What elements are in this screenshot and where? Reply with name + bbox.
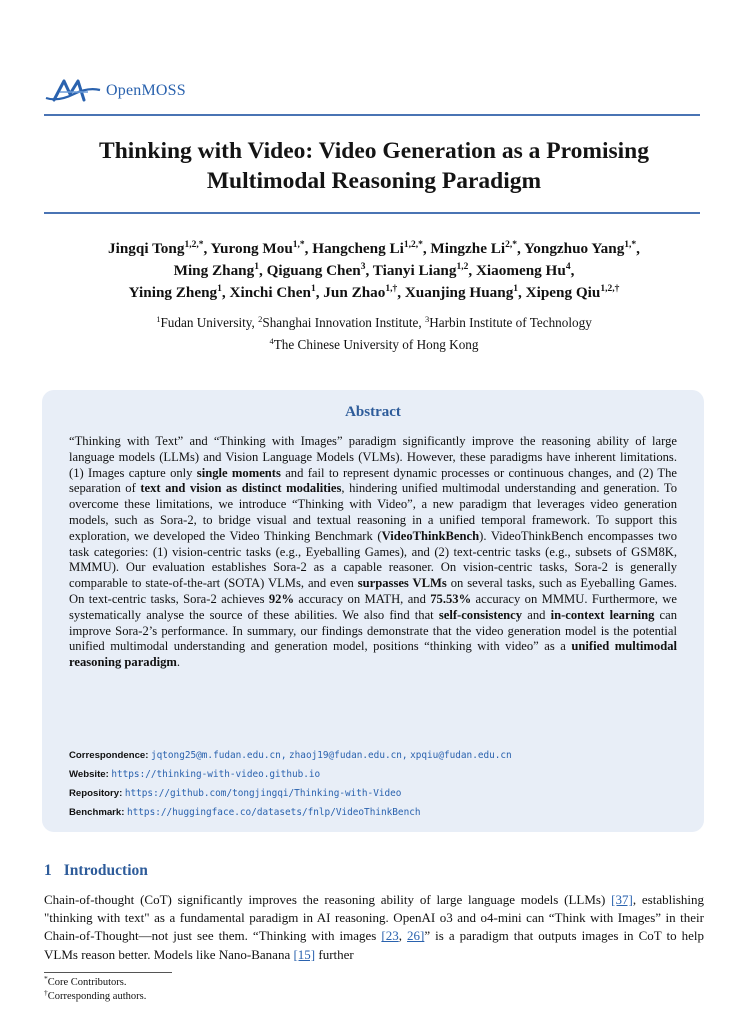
author-sup: 4 <box>565 262 571 272</box>
author: Xipeng Qiu <box>525 284 601 301</box>
author: Yining Zheng <box>128 284 218 301</box>
repository-link[interactable]: https://github.com/tongjingqi/Thinking-with-Video <box>124 788 402 799</box>
author: Xiaomeng Hu <box>475 262 566 279</box>
citation-link[interactable]: [37] <box>611 892 633 907</box>
author: Xuanjing Huang <box>404 284 514 301</box>
author-sup: 1,* <box>292 240 305 250</box>
author-sup: 1,2,* <box>403 240 423 250</box>
author-sup: 1,2 <box>456 262 469 272</box>
affiliation: The Chinese University of Hong Kong <box>273 337 479 352</box>
citation-link[interactable]: 26] <box>407 928 425 944</box>
author: Yongzhuo Yang <box>524 240 625 257</box>
abstract-emphasis: 75.53% <box>430 591 472 606</box>
footnote-text: Core Contributors. <box>47 977 127 988</box>
author-line: Ming Zhang$^1$, Qiguang Chen$^3$, Tianyi Liang$^{1,2}$, Xiaomeng Hu$^4$, <box>173 262 575 279</box>
affil-sup: 4 <box>269 336 274 346</box>
author: Tianyi Liang <box>372 262 457 279</box>
affiliation-line: $^1$Fudan University, $^2$Shanghai Innovation Institute, $^3$Harbin Institute of Technology <box>156 314 592 330</box>
abstract-emphasis: text and vision as distinct modalities <box>140 481 342 496</box>
abstract-text: accuracy on MATH, and <box>294 591 431 606</box>
abstract-text: “Thinking with Text” and “Thinking with Images” paradigm significantly improve the reasoning ability of large language models (LLMs) and Vision Language Models (VLMs). However, these paradigms have inherent limitations. (1) Images capture only <box>69 434 677 480</box>
author: Jingqi Tong <box>108 240 185 257</box>
website-label: Website: <box>69 769 109 780</box>
footnote-symbol: * <box>44 974 48 983</box>
abstract-emphasis: self-consistency <box>438 607 523 622</box>
paper-links <box>69 746 512 822</box>
affiliation: Fudan University <box>160 315 252 330</box>
email-link[interactable]: xpqiu@fudan.edu.cn <box>410 750 512 761</box>
abstract-emphasis: unified multimodal reasoning paradigm <box>69 639 677 670</box>
author: Xinchi Chen <box>229 284 311 301</box>
abstract-heading: Abstract <box>345 404 401 420</box>
footnote-rule <box>44 972 172 973</box>
correspondence-line: Correspondence: jqtong25@m.fudan.edu.cn, zhaoj19@fudan.edu.cn, xpqiu@fudan.edu.cn <box>69 750 512 761</box>
author: Yurong Mou <box>210 240 293 257</box>
footnote-text: Corresponding authors. <box>47 991 147 1002</box>
footnote-symbol: † <box>44 988 48 997</box>
affiliation-line <box>30 334 718 356</box>
author-sup: 1 <box>310 284 316 294</box>
openmoss-logo <box>44 78 186 104</box>
title-rule <box>44 212 700 214</box>
author-sup: 1,2,* <box>184 240 204 250</box>
abstract-emphasis: in-context learning <box>550 607 655 622</box>
abstract-emphasis: VideoThinkBench <box>381 528 480 543</box>
abstract-text: on several tasks, such as Eyeballing Games. On text-centric tasks, Sora-2 achieves <box>69 576 678 606</box>
intro-paragraph <box>44 891 704 964</box>
intro-text: further <box>315 946 354 962</box>
author-list <box>30 238 718 304</box>
footnotes <box>44 976 146 1004</box>
affiliation: Shanghai Innovation Institute <box>262 315 419 330</box>
abstract-text: ). VideoThinkBench encompasses two task categories: (1) vision-centric tasks (e.g., Eyeballing Games), and (2) text-centric tasks (e.g., subsets of GSM8K, MMMU). Our evaluation establishes Sora-2 as a capable reasoner. On vision-centric tasks, Sora-2 is generally comparable to state-of-the-art (SOTA) VLMs, and even <box>69 528 677 591</box>
author: Qiguang Chen <box>266 262 361 279</box>
intro-text: Chain-of-thought (CoT) significantly improves the reasoning ability of large language models (LLMs) <box>44 892 612 907</box>
author: Hangcheng Li <box>312 240 404 257</box>
author: Ming Zhang <box>173 262 255 279</box>
citation-link[interactable]: [23 <box>381 928 399 944</box>
abstract-emphasis: 92% <box>268 591 295 606</box>
header-rule <box>44 114 700 116</box>
footnote <box>44 976 146 990</box>
paper-title <box>30 136 718 196</box>
abstract-text: accuracy on MMMU. Furthermore, we systematically analyse the source of these abilities. We also find that <box>69 591 677 622</box>
section-title: Introduction <box>63 862 148 879</box>
affiliation: Harbin Institute of Technology <box>429 315 592 330</box>
intro-text: , establishing "thinking with text" as a fundamental paradigm in AI reasoning. OpenAI o3 and o4-mini can “Think with Images” in their Chain-of-Thought—not just see them. “Thinking with images <box>44 892 705 944</box>
logo-text: OpenMOSS <box>106 82 186 99</box>
website-line <box>69 765 512 784</box>
abstract-box <box>42 390 704 832</box>
footnote <box>44 990 146 1004</box>
abstract-text: , hindering unified multimodal understanding and generation. To overcome these limitations, we introduce “Thinking with Video”, a new paradigm that leverages video generation models, such as Sora-2, to bridge visual and textual reasoning in a unified temporal framework. To support this exploration, we developed the Video Thinking Benchmark ( <box>69 481 677 543</box>
benchmark-label: Benchmark: <box>69 807 125 818</box>
author-sup: 2,* <box>505 240 517 250</box>
citation-separator: , <box>398 928 408 944</box>
repository-line <box>69 784 512 803</box>
author-sup: 1 <box>217 284 222 294</box>
abstract-text: can improve Sora-2’s performance. In summary, our findings demonstrate that the video generation model is the potential unified multimodal understanding and generation model, positions “thinking with video” as a <box>69 607 678 654</box>
abstract-emphasis: single moments <box>196 465 281 480</box>
benchmark-line <box>69 803 512 822</box>
author-sup: 1,† <box>385 284 398 294</box>
author-sup: 1,2,† <box>600 284 620 294</box>
openmoss-logo-icon <box>44 78 102 104</box>
abstract-body <box>69 434 677 671</box>
affil-sup: 2 <box>258 314 263 324</box>
author-sup: 1 <box>254 262 259 272</box>
author-line: Jingqi Tong$^{1,2,*}$, Yurong Mou$^{1,*}$, Hangcheng $Li^{1,2,*}$, Mingzhe $Li^{2,*}$, Yongzhuo Yang$^{1,*}$, <box>108 240 640 257</box>
author: Jun Zhao <box>323 284 386 301</box>
section-heading <box>44 862 148 880</box>
email-link[interactable]: jqtong25@m.fudan.edu.cn <box>150 750 281 761</box>
abstract-text: and <box>522 607 551 622</box>
author-sup: 3 <box>360 262 366 272</box>
affiliations <box>30 312 718 356</box>
author-sup: 1,* <box>624 240 637 250</box>
citation-link[interactable]: [15] <box>293 946 316 962</box>
correspondence-label: Correspondence: <box>69 750 149 761</box>
section-number: 1 <box>44 862 52 879</box>
abstract-text: . <box>176 655 181 670</box>
author: Mingzhe Li <box>430 240 506 257</box>
title-line: Multimodal Reasoning Paradigm <box>206 168 542 194</box>
title-line: Thinking with Video: Video Generation as a Promising <box>99 138 649 164</box>
author-line: Yining Zheng$^1$, Xinchi Chen$^1$, Jun Zhao$^{1,\dagger}$, Xuanjing Huang$^1$, Xipeng Qiu$^{1,2,\dagger}$ <box>128 284 620 301</box>
abstract-emphasis: surpasses VLMs <box>357 576 447 591</box>
abstract-text: and fail to represent dynamic processes or continuous changes, and (2) The separation of <box>69 465 678 496</box>
affil-sup: 3 <box>425 314 430 324</box>
email-link[interactable]: zhaoj19@fudan.edu.cn <box>289 750 402 761</box>
repository-label: Repository: <box>69 788 123 799</box>
author-sup: 1 <box>513 284 519 294</box>
website-link[interactable]: https://thinking-with-video.github.io <box>111 769 321 780</box>
benchmark-link[interactable]: https://huggingface.co/datasets/fnlp/VideoThinkBench <box>127 807 421 818</box>
intro-text: ” is a paradigm that outputs images in CoT to help VLMs reason better. Models like Nano-Banana <box>44 928 705 962</box>
affil-sup: 1 <box>156 314 161 324</box>
